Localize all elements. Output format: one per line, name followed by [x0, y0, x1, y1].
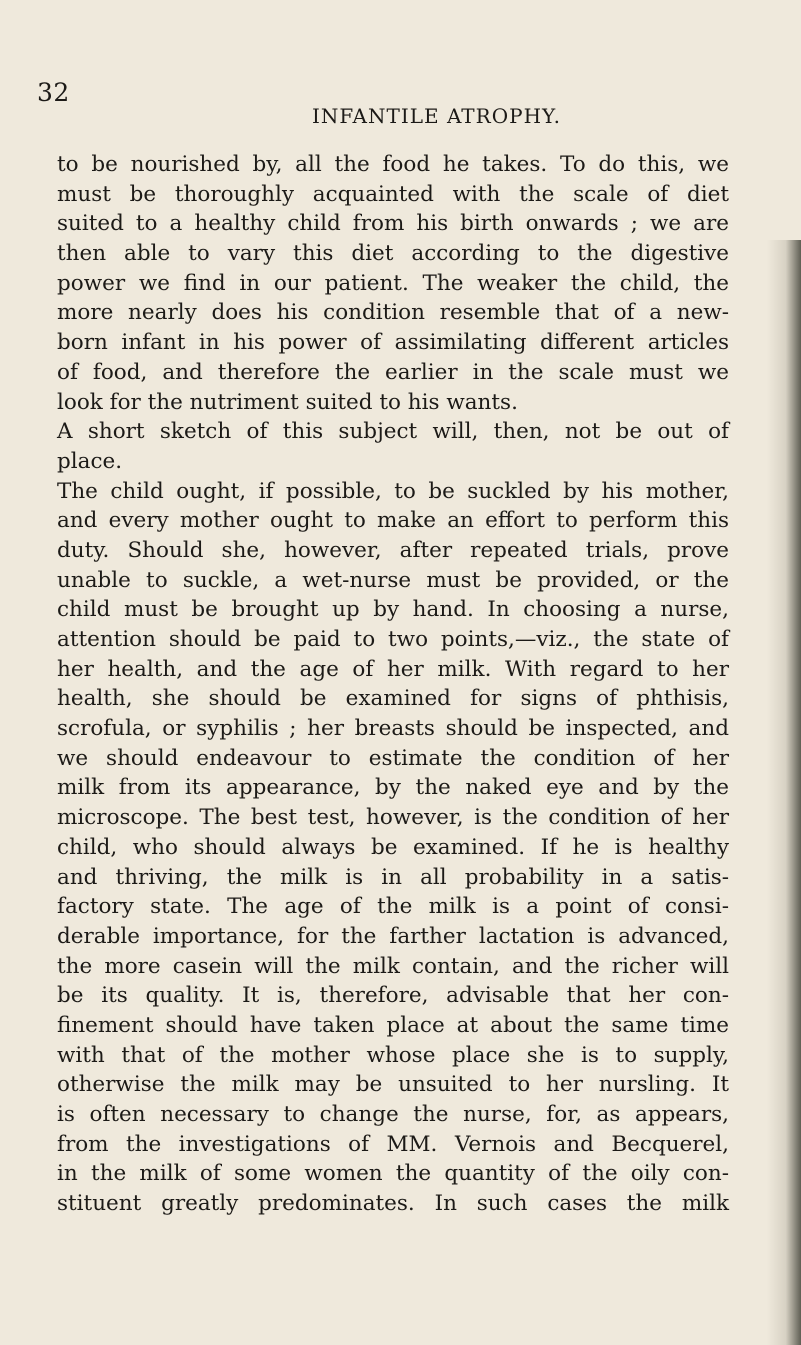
text-line: attention should be paid to two points,—viz., the state of	[57, 627, 729, 652]
text-line: must be thoroughly acquainted with the scale of diet	[57, 181, 729, 207]
text-line: born infant in his power of assimilating different articles	[57, 330, 729, 356]
text-line: more nearly does his condition resemble that of a new-	[57, 300, 729, 326]
text-line: microscope. The best test, however, is the condition of her	[57, 805, 729, 831]
text-line: milk from its appearance, by the naked eye and by the	[57, 775, 729, 801]
text-line: her health, and the age of her milk. With regard to her	[57, 656, 729, 682]
text-line: the more casein will the milk contain, and the richer will	[57, 953, 729, 979]
text-line: and every mother ought to make an effort to perform this	[57, 508, 729, 534]
text-line: from the investigations of MM. Vernois and Becquerel,	[57, 1131, 729, 1157]
text-line: be its quality. It is, therefore, advisable that her con-	[57, 983, 729, 1009]
text-line: is often necessary to change the nurse, for, as appears,	[57, 1102, 729, 1127]
text-line: child must be brought up by hand. In choosing a nurse,	[57, 597, 729, 623]
text-line: of food, and therefore the earlier in the scale must we	[57, 359, 729, 385]
text-line: stituent greatly predominates. In such cases the milk	[57, 1191, 729, 1217]
text-line: otherwise the milk may be unsuited to her nursling. It	[57, 1072, 729, 1098]
text-line: A short sketch of this subject will, then, not be out of	[57, 419, 729, 445]
body-text	[57, 150, 729, 1219]
text-line: unable to suckle, a wet-nurse must be provided, or the	[57, 567, 729, 593]
text-line: factory state. The age of the milk is a point of consi-	[57, 894, 729, 920]
text-line: suited to a healthy child from his birth onwards ; we are	[57, 211, 729, 237]
text-line: with that of the mother whose place she is to supply,	[57, 1042, 729, 1068]
text-line: look for the nutriment suited to his wants.	[57, 389, 518, 415]
text-line: in the milk of some women the quantity of the oily con-	[57, 1161, 729, 1187]
text-line: place.	[57, 448, 123, 474]
text-line: The child ought, if possible, to be suckled by his mother,	[57, 478, 729, 504]
text-line: power we find in our patient. The weaker the child, the	[57, 270, 729, 296]
text-line: health, she should be examined for signs of phthisis,	[57, 686, 729, 712]
text-line: finement should have taken place at about the same time	[57, 1012, 729, 1038]
text-line: scrofula, or syphilis ; her breasts should be inspected, and	[57, 716, 729, 742]
text-line: then able to vary this diet according to the digestive	[57, 241, 729, 267]
text-line: duty. Should she, however, after repeated trials, prove	[57, 537, 729, 563]
text-line: to be nourished by, all the food he takes. To do this, we	[57, 152, 729, 177]
running-head: INFANTILE ATROPHY.	[312, 104, 561, 128]
text-line: derable importance, for the farther lactation is advanced,	[57, 923, 729, 949]
text-line: child, who should always be examined. If he is healthy	[57, 834, 729, 860]
text-line: we should endeavour to estimate the condition of her	[57, 745, 729, 771]
page-number: 32	[37, 78, 70, 107]
page-edge-shadow	[767, 240, 801, 1345]
text-line: and thriving, the milk is in all probability in a satis-	[57, 864, 729, 890]
